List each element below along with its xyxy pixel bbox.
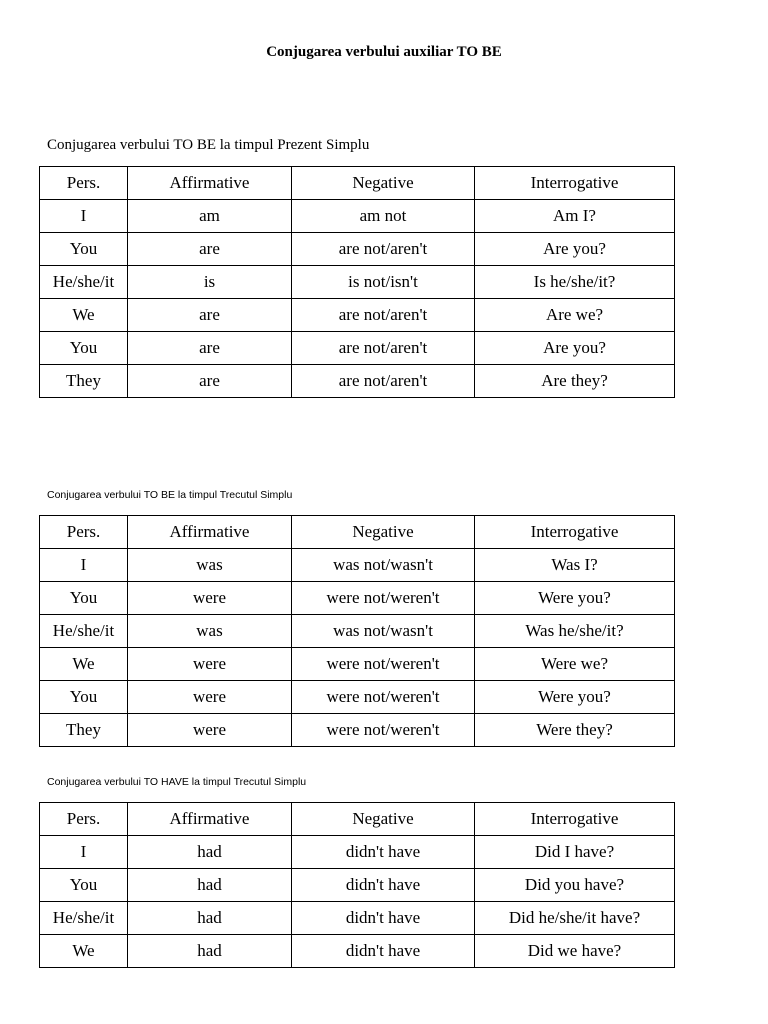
header-person: Pers. [40,167,128,200]
interrogative-cell: Were you? [475,681,675,714]
header-negative: Negative [292,167,475,200]
interrogative-cell: Is he/she/it? [475,266,675,299]
interrogative-cell: Did we have? [475,935,675,968]
present-simple-caption: Conjugarea verbului TO BE la timpul Prezent Simplu [47,137,370,153]
negative-cell: was not/wasn't [292,549,475,582]
affirmative-cell: were [128,681,292,714]
header-person: Pers. [40,516,128,549]
table-row [40,935,675,968]
header-affirmative: Affirmative [128,803,292,836]
table-row [40,200,675,233]
affirmative-cell: are [128,233,292,266]
person-cell: He/she/it [40,902,128,935]
person-cell: I [40,836,128,869]
interrogative-cell: Were we? [475,648,675,681]
affirmative-cell: had [128,902,292,935]
affirmative-cell: was [128,549,292,582]
person-cell: We [40,648,128,681]
to-be-present-table [39,166,675,398]
interrogative-cell: Are they? [475,365,675,398]
negative-cell: were not/weren't [292,648,475,681]
negative-cell: didn't have [292,902,475,935]
table-header-row [40,803,675,836]
table-row [40,869,675,902]
table-row [40,549,675,582]
negative-cell: am not [292,200,475,233]
header-negative: Negative [292,516,475,549]
table-header-row [40,167,675,200]
person-cell: You [40,681,128,714]
table-row [40,836,675,869]
person-cell: He/she/it [40,615,128,648]
interrogative-cell: Did you have? [475,869,675,902]
negative-cell: are not/aren't [292,233,475,266]
interrogative-cell: Was I? [475,549,675,582]
document-title: Conjugarea verbului auxiliar TO BE [266,44,502,60]
table-row [40,233,675,266]
interrogative-cell: Were they? [475,714,675,747]
interrogative-cell: Were you? [475,582,675,615]
negative-cell: are not/aren't [292,332,475,365]
table-row [40,365,675,398]
negative-cell: were not/weren't [292,582,475,615]
header-interrogative: Interrogative [475,803,675,836]
table-row [40,902,675,935]
interrogative-cell: Did he/she/it have? [475,902,675,935]
table-row [40,332,675,365]
negative-cell: didn't have [292,836,475,869]
affirmative-cell: was [128,615,292,648]
header-negative: Negative [292,803,475,836]
negative-cell: didn't have [292,935,475,968]
negative-cell: are not/aren't [292,299,475,332]
person-cell: You [40,582,128,615]
interrogative-cell: Are we? [475,299,675,332]
negative-cell: were not/weren't [292,681,475,714]
affirmative-cell: had [128,869,292,902]
header-person: Pers. [40,803,128,836]
affirmative-cell: are [128,332,292,365]
person-cell: We [40,299,128,332]
header-affirmative: Affirmative [128,167,292,200]
affirmative-cell: are [128,299,292,332]
affirmative-cell: are [128,365,292,398]
affirmative-cell: is [128,266,292,299]
person-cell: They [40,714,128,747]
affirmative-cell: were [128,582,292,615]
negative-cell: is not/isn't [292,266,475,299]
person-cell: I [40,200,128,233]
person-cell: They [40,365,128,398]
past-simple-have-caption: Conjugarea verbului TO HAVE la timpul Trecutul Simplu [47,776,307,788]
affirmative-cell: had [128,935,292,968]
person-cell: You [40,233,128,266]
person-cell: We [40,935,128,968]
past-simple-be-caption: Conjugarea verbului TO BE la timpul Trecutul Simplu [47,489,293,501]
table-row [40,266,675,299]
header-affirmative: Affirmative [128,516,292,549]
table-header-row [40,516,675,549]
affirmative-cell: were [128,714,292,747]
negative-cell: was not/wasn't [292,615,475,648]
table-row [40,615,675,648]
affirmative-cell: were [128,648,292,681]
table-row [40,681,675,714]
person-cell: You [40,332,128,365]
table-row [40,714,675,747]
negative-cell: are not/aren't [292,365,475,398]
person-cell: You [40,869,128,902]
negative-cell: were not/weren't [292,714,475,747]
table-row [40,648,675,681]
affirmative-cell: am [128,200,292,233]
to-be-past-table [39,515,675,747]
person-cell: He/she/it [40,266,128,299]
interrogative-cell: Are you? [475,233,675,266]
affirmative-cell: had [128,836,292,869]
interrogative-cell: Am I? [475,200,675,233]
negative-cell: didn't have [292,869,475,902]
interrogative-cell: Was he/she/it? [475,615,675,648]
header-interrogative: Interrogative [475,516,675,549]
interrogative-cell: Are you? [475,332,675,365]
table-row [40,299,675,332]
person-cell: I [40,549,128,582]
interrogative-cell: Did I have? [475,836,675,869]
to-have-past-table [39,802,675,968]
header-interrogative: Interrogative [475,167,675,200]
table-row [40,582,675,615]
